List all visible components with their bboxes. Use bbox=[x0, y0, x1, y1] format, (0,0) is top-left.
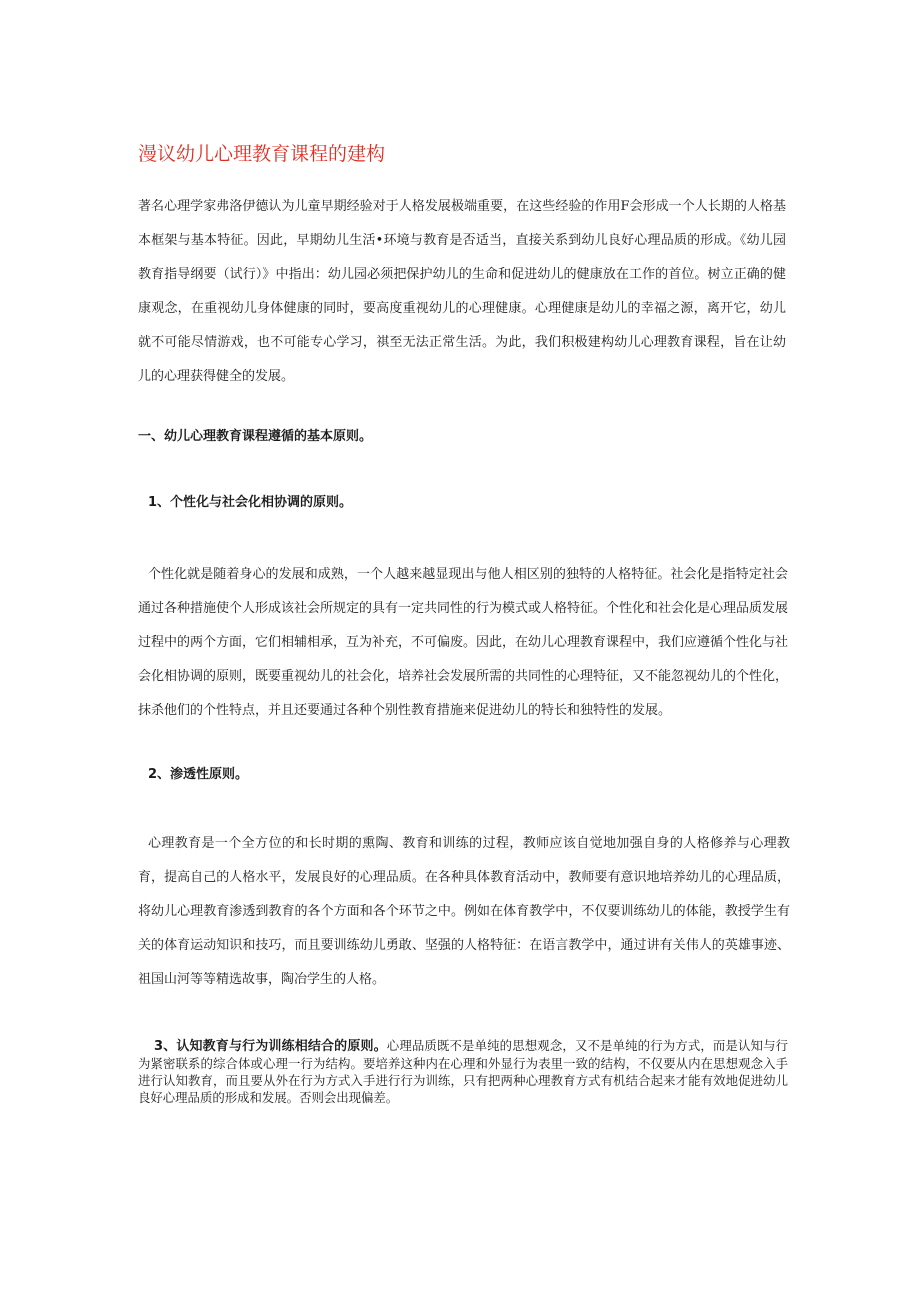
principle-2-paragraph: 心理教育是一个全方位的和长时期的熏陶、教育和训练的过程，教师应该自觉地加强自身的人格修养与心理教育，提高自己的人格水平，发展良好的心理品质。在各种具体教育活动中，教师要有意识地培养幼儿的心理品质，将幼儿心理教育渗透到教育的各个方面和各个环节之中。例如在体育教学中，不仅要训练幼儿的体能，教授学生有关的体育运动知识和技巧，而且要训练幼儿勇敢、坚强的人格特征：在语言教学中，通过讲有关伟人的英雄事迹、祖国山河等等精选故事，陶冶学生的人格。 bbox=[138, 836, 790, 987]
principle-2-heading: 2、渗透性原则。 bbox=[148, 767, 249, 782]
principle-1-paragraph: 个性化就是随着身心的发展和成熟，一个人越来越显现出与他人相区别的独特的人格特征。社会化是指特定社会通过各种措施使个人形成该社会所规定的具有一定共同性的行为模式或人格特征。个性化和社会化是心理品质发展过程中的两个方面，它们相辅相承，互为补充，不可偏废。因此，在幼儿心理教育课程中，我们应遵循个性化与社会化相协调的原则，既要重视幼儿的社会化，培养社会发展所需的共同性的心理特征，又不能忽视幼儿的个性化，抹杀他们的个性特点，并且还要通过各种个别性教育措施来促进幼儿的特长和独特性的发展。 bbox=[138, 567, 789, 718]
principle-3-body: 心理品质既不是单纯的思想观念，又不是单纯的行为方式，而是认知与行为紧密联系的综合体或心理一行为结构。要培养这种内在心理和外显行为表里一致的结构，不仅要从内在思想观念入手进行认知教育，而且要从外在行为方式入手进行行为训练，只有把两种心理教育方式有机结合起来才能有效地促进幼儿良好心理品质的形成和发展。否则会出现偏差。 bbox=[138, 1038, 789, 1105]
principle-3-heading: 3、认知教育与行为训练相结合的原则。 bbox=[154, 1039, 387, 1054]
section-heading-basic-principles: 一、幼儿心理教育课程遵循的基本原则。 bbox=[138, 429, 373, 444]
principle-1-heading: 1、个性化与社会化相协调的原则。 bbox=[148, 495, 353, 510]
article-title: 漫议幼儿心理教育课程的建构 bbox=[138, 143, 386, 165]
principle-3-paragraph bbox=[138, 1037, 788, 1106]
intro-paragraph: 著名心理学家弗洛伊德认为儿童早期经验对于人格发展极端重要，在这些经验的作用F会形成一个人长期的人格基本框架与基本特征。因此，早期幼儿生活•环境与教育是否适当，直接关系到幼儿良好心理品质的形成。《幼儿园教育指导纲要（试行）》中指出：幼儿园必须把保护幼儿的生命和促进幼儿的健康放在工作的首位。树立正确的健康观念，在重视幼儿身体健康的同时，要高度重视幼儿的心理健康。心理健康是幼儿的幸福之源，离开它，幼儿就不可能尽情游戏，也不可能专心学习，祺至无法正常生活。为此，我们积极建构幼儿心理教育课程，旨在让幼儿的心理获得健全的发展。 bbox=[138, 199, 786, 384]
